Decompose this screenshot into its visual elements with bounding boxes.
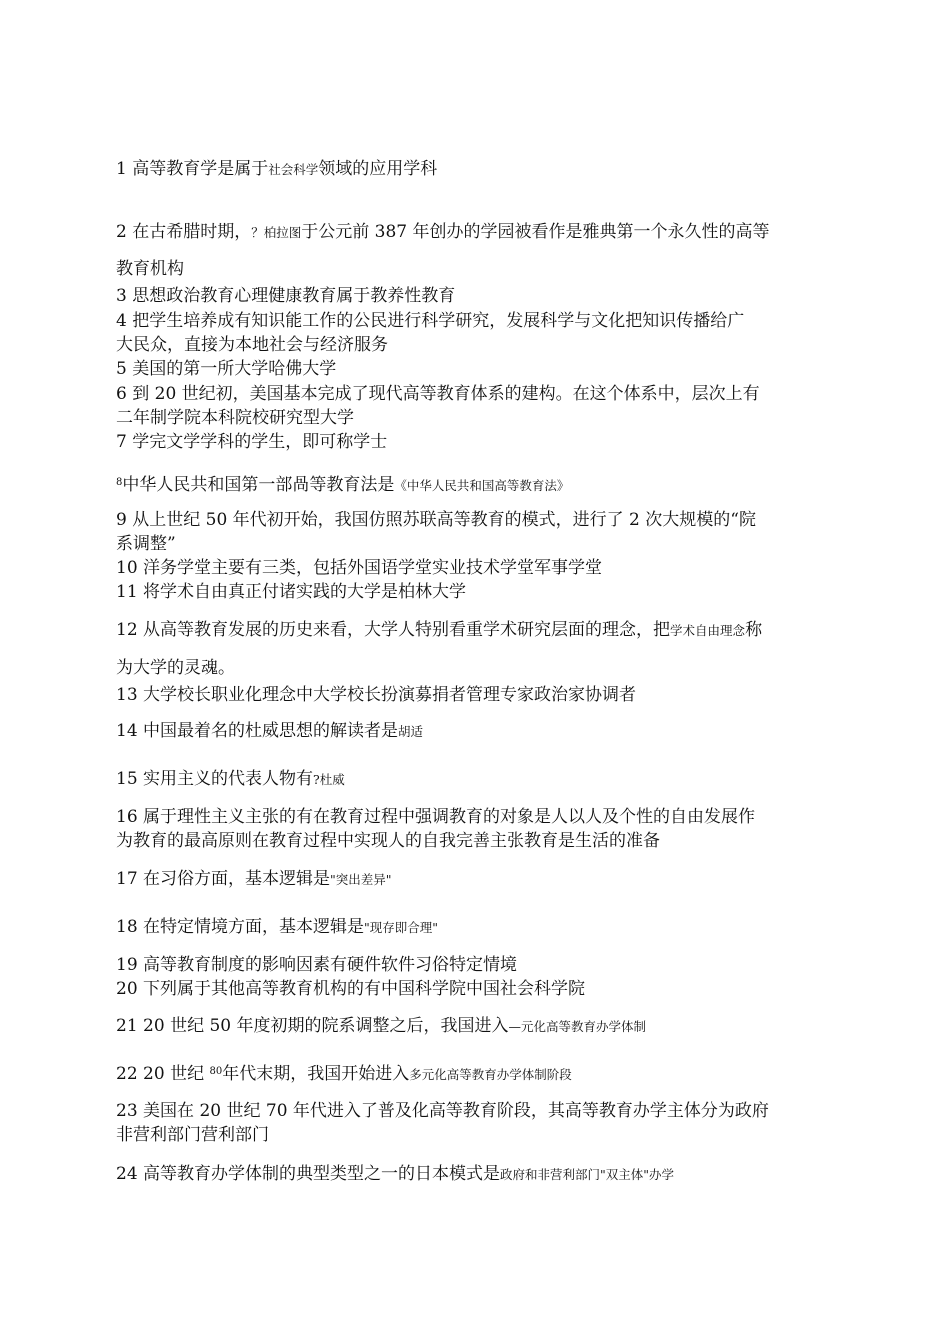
item-22: 22 20 世纪 $^{80}$年代末期，我国开始进入多元化高等教育办学体制阶段 bbox=[116, 1064, 572, 1084]
item-18: 18 在特定情境方面，基本逻辑是"现存即合理" bbox=[116, 917, 439, 937]
item-7: 7 学完文学学科的学生，即可称学士 bbox=[116, 432, 388, 452]
item-3: 3 思想政治教育心理健康教育属于教养性教育 bbox=[116, 286, 456, 306]
item-13: 13 大学校长职业化理念中大学校长扮演募捐者管理专家政治家协调者 bbox=[116, 685, 637, 705]
item-4: 4 把学生培养成有知识能工作的公民进行科学研究，发展科学与文化把知识传播给广 bbox=[116, 311, 745, 331]
item-9-cont: 系调整” bbox=[116, 534, 176, 554]
item-6: 6 到 20 世纪初，美国基本完成了现代高等教育体系的建构。在这个体系中，层次上有 bbox=[116, 384, 760, 404]
item-23-cont: 非营利部门营利部门 bbox=[116, 1125, 269, 1145]
item-19: 19 高等教育制度的影响因素有硬件软件习俗特定情境 bbox=[116, 955, 518, 975]
item-20: 20 下列属于其他高等教育机构的有中国科学院中国社会科学院 bbox=[116, 979, 586, 999]
item-14: 14 中国最着名的杜威思想的解读者是胡适 bbox=[116, 721, 424, 741]
item-11: 11 将学术自由真正付诸实践的大学是柏林大学 bbox=[116, 582, 467, 602]
item-23: 23 美国在 20 世纪 70 年代进入了普及化高等教育阶段，其高等教育办学主体分为政府 bbox=[116, 1101, 769, 1121]
item-2: 2 在古希腊时期，？柏拉图于公元前 387 年创办的学园被看作是雅典第一个永久性的高等 bbox=[116, 222, 770, 242]
item-15: 15 实用主义的代表人物有?杜威 bbox=[116, 769, 345, 789]
item-12: 12 从高等教育发展的历史来看，大学人特别看重学术研究层面的理念，把学术自由理念称 bbox=[116, 620, 763, 640]
item-16-cont: 为教育的最高原则在教育过程中实现人的自我完善主张教育是生活的准备 bbox=[116, 831, 660, 851]
item-2-cont: 教育机构 bbox=[116, 259, 184, 279]
item-9: 9 从上世纪 50 年代初开始，我国仿照苏联高等教育的模式，进行了 2 次大规模的“院 bbox=[116, 510, 756, 530]
item-24: 24 高等教育办学体制的典型类型之一的日本模式是政府和非营利部门"双主体"办学 bbox=[116, 1164, 675, 1184]
item-6-cont: 二年制学院本科院校研究型大学 bbox=[116, 408, 354, 428]
item-5: 5 美国的第一所大学哈佛大学 bbox=[116, 359, 337, 379]
item-12-cont: 为大学的灵魂。 bbox=[116, 658, 235, 678]
item-16: 16 属于理性主义主张的有在教育过程中强调教育的对象是人以人及个性的自由发展作 bbox=[116, 807, 756, 827]
item-17: 17 在习俗方面，基本逻辑是"突出差异" bbox=[116, 869, 392, 889]
item-8: $^8$中华人民共和国第一部咼等教育法是《中华人民共和国高等教育法》 bbox=[116, 475, 570, 495]
item-4-cont: 大民众，直接为本地社会与经济服务 bbox=[116, 335, 388, 355]
item-10: 10 洋务学堂主要有三类，包括外国语学堂实业技术学堂军事学堂 bbox=[116, 558, 603, 578]
item-21: 21 20 世纪 50 年度初期的院系调整之后，我国进入—元化高等教育办学体制 bbox=[116, 1016, 647, 1036]
item-1: 1 高等教育学是属于社会科学领域的应用学科 bbox=[116, 159, 438, 179]
